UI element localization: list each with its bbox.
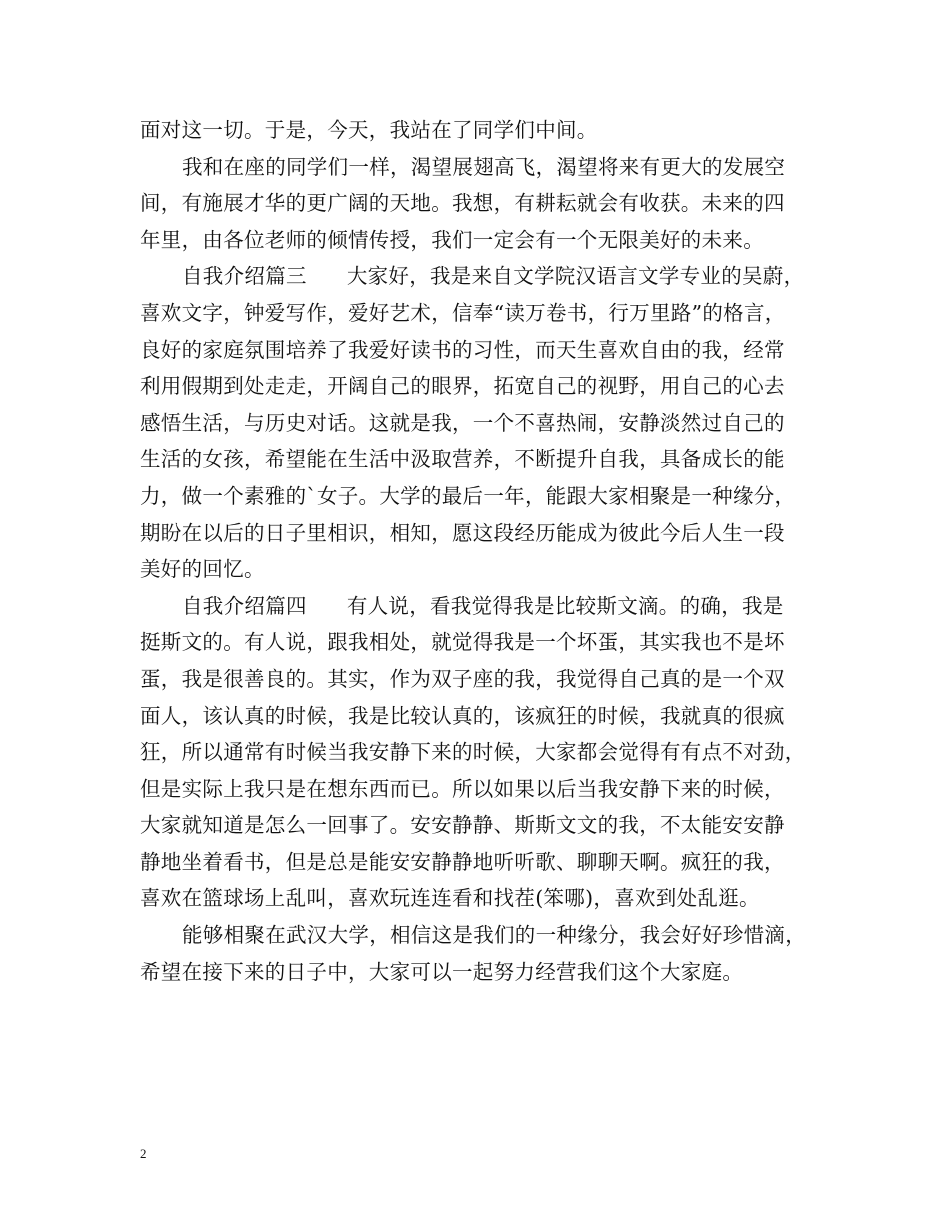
text-line: 面对这一切。于是，今天，我站在了同学们中间。 xyxy=(140,118,598,142)
page-number: 2 xyxy=(140,1146,147,1161)
paragraph-start-line: 我和在座的同学们一样，渴望展翅高飞，渴望将来有更大的发展空 xyxy=(182,154,786,179)
text-line: 力，做一个素雅的`女子。大学的最后一年，能跟大家相聚是一种缘分， xyxy=(140,483,796,508)
text-line: 利用假期到处走走，开阔自己的眼界，拓宽自己的视野，用自己的心去 xyxy=(140,374,785,399)
section-heading: 自我介绍篇四 xyxy=(182,593,307,618)
section-text: 有人说，看我觉得我是比较斯文滴。的确，我是 xyxy=(346,593,784,618)
text-line: 良好的家庭氛围培养了我爱好读书的习性，而天生喜欢自由的我，经常 xyxy=(140,337,785,362)
section-heading-line xyxy=(140,258,830,295)
text-line: 静地坐着看书，但是总是能安安静静地听听歌、聊聊天啊。疯狂的我， xyxy=(140,849,785,874)
text-line: 感悟生活，与历史对话。这就是我，一个不喜热闹，安静淡然过自己的 xyxy=(140,410,785,435)
text-line: 期盼在以后的日子里相识，相知，愿这段经历能成为彼此今后人生一段 xyxy=(140,520,785,545)
text-line: 挺斯文的。有人说，跟我相处，就觉得我是一个坏蛋，其实我也不是坏 xyxy=(140,630,785,655)
section-heading: 自我介绍篇三 xyxy=(182,264,307,289)
text-line: 希望在接下来的日子中，大家可以一起努力经营我们这个大家庭。 xyxy=(140,959,744,984)
text-line: 但是实际上我只是在想东西而已。所以如果以后当我安静下来的时候， xyxy=(140,776,785,801)
document-body xyxy=(140,112,830,990)
text-line: 生活的女孩，希望能在生活中汲取营养，不断提升自我，具备成长的能 xyxy=(140,447,785,472)
text-line: 大家就知道是怎么一回事了。安安静静、斯斯文文的我，不太能安安静 xyxy=(140,813,785,838)
paragraph-start-line: 能够相聚在武汉大学，相信这是我们的一种缘分，我会好好珍惜滴， xyxy=(182,923,806,948)
section-heading-line xyxy=(140,588,830,625)
section-text: 大家好，我是来自文学院汉语言文学专业的吴蔚， xyxy=(346,264,805,289)
text-line: 间，有施展才华的更广阔的天地。我想，有耕耘就会有收获。未来的四 xyxy=(140,191,785,216)
text-line: 美好的回忆。 xyxy=(140,557,265,582)
text-line: 喜欢文字，钟爱写作，爱好艺术，信奉“读万卷书，行万里路”的格言， xyxy=(140,300,786,325)
text-line: 年里，由各位老师的倾情传授，我们一定会有一个无限美好的未来。 xyxy=(140,227,764,252)
text-line: 蛋，我是很善良的。其实，作为双子座的我，我觉得自己真的是一个双 xyxy=(140,666,785,691)
text-line: 狂，所以通常有时候当我安静下来的时候，大家都会觉得有有点不对劲， xyxy=(140,740,806,765)
text-line: 面人，该认真的时候，我是比较认真的，该疯狂的时候，我就真的很疯 xyxy=(140,703,785,728)
text-line: 喜欢在篮球场上乱叫，喜欢玩连连看和找茬(笨哪)，喜欢到处乱逛。 xyxy=(140,886,760,911)
